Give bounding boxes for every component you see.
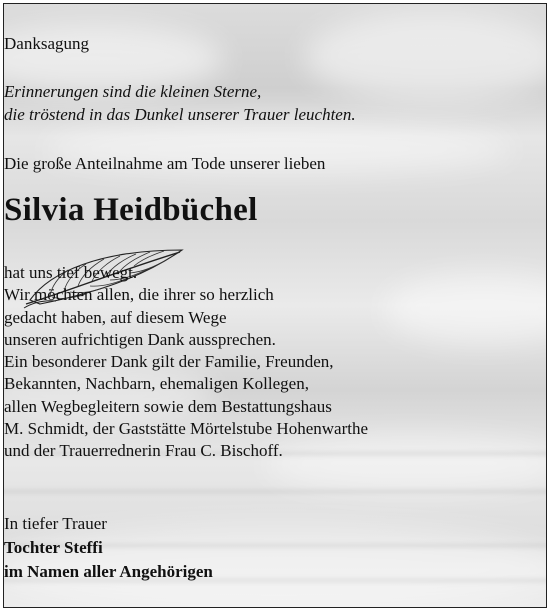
signature-name: Tochter Steffi — [4, 538, 103, 557]
intro-text: Die große Anteilnahme am Tode unserer lieben — [4, 154, 326, 173]
memorial-quote — [4, 80, 546, 126]
quote-line: die tröstend in das Dunkel unserer Trauer leuchten. — [4, 105, 356, 124]
notice-heading: Danksagung — [4, 34, 89, 53]
thanks-line: und der Trauerrednerin Frau C. Bischoff. — [4, 441, 283, 461]
thanks-line: M. Schmidt, der Gaststätte Mörtelstube Hohenwarthe — [4, 419, 369, 439]
thanks-line: unseren aufrichtigen Dank aussprechen. — [4, 329, 276, 349]
obituary-notice — [3, 3, 547, 608]
quote-line: Erinnerungen sind die kleinen Sterne, — [4, 82, 262, 101]
deceased-name: Silvia Heidbüchel — [4, 192, 258, 228]
thanks-text — [4, 262, 546, 463]
sea-wave — [3, 490, 547, 493]
thanks-line: gedacht haben, auf diesem Wege — [4, 307, 227, 327]
thanks-line: Ein besonderer Dank gilt der Familie, Freunden, — [4, 352, 334, 372]
thanks-line: hat uns tief bewegt. — [4, 263, 138, 282]
closing-signature — [4, 512, 546, 584]
thanks-line: Bekannten, Nachbarn, ehemaligen Kollegen, — [4, 374, 309, 394]
signature-family: im Namen aller Angehörigen — [4, 562, 213, 581]
thanks-line: allen Wegbegleitern sowie dem Bestattungshaus — [4, 396, 332, 416]
closing-line: In tiefer Trauer — [4, 514, 107, 533]
thanks-line: Wir möchten allen, die ihrer so herzlich — [4, 285, 274, 305]
